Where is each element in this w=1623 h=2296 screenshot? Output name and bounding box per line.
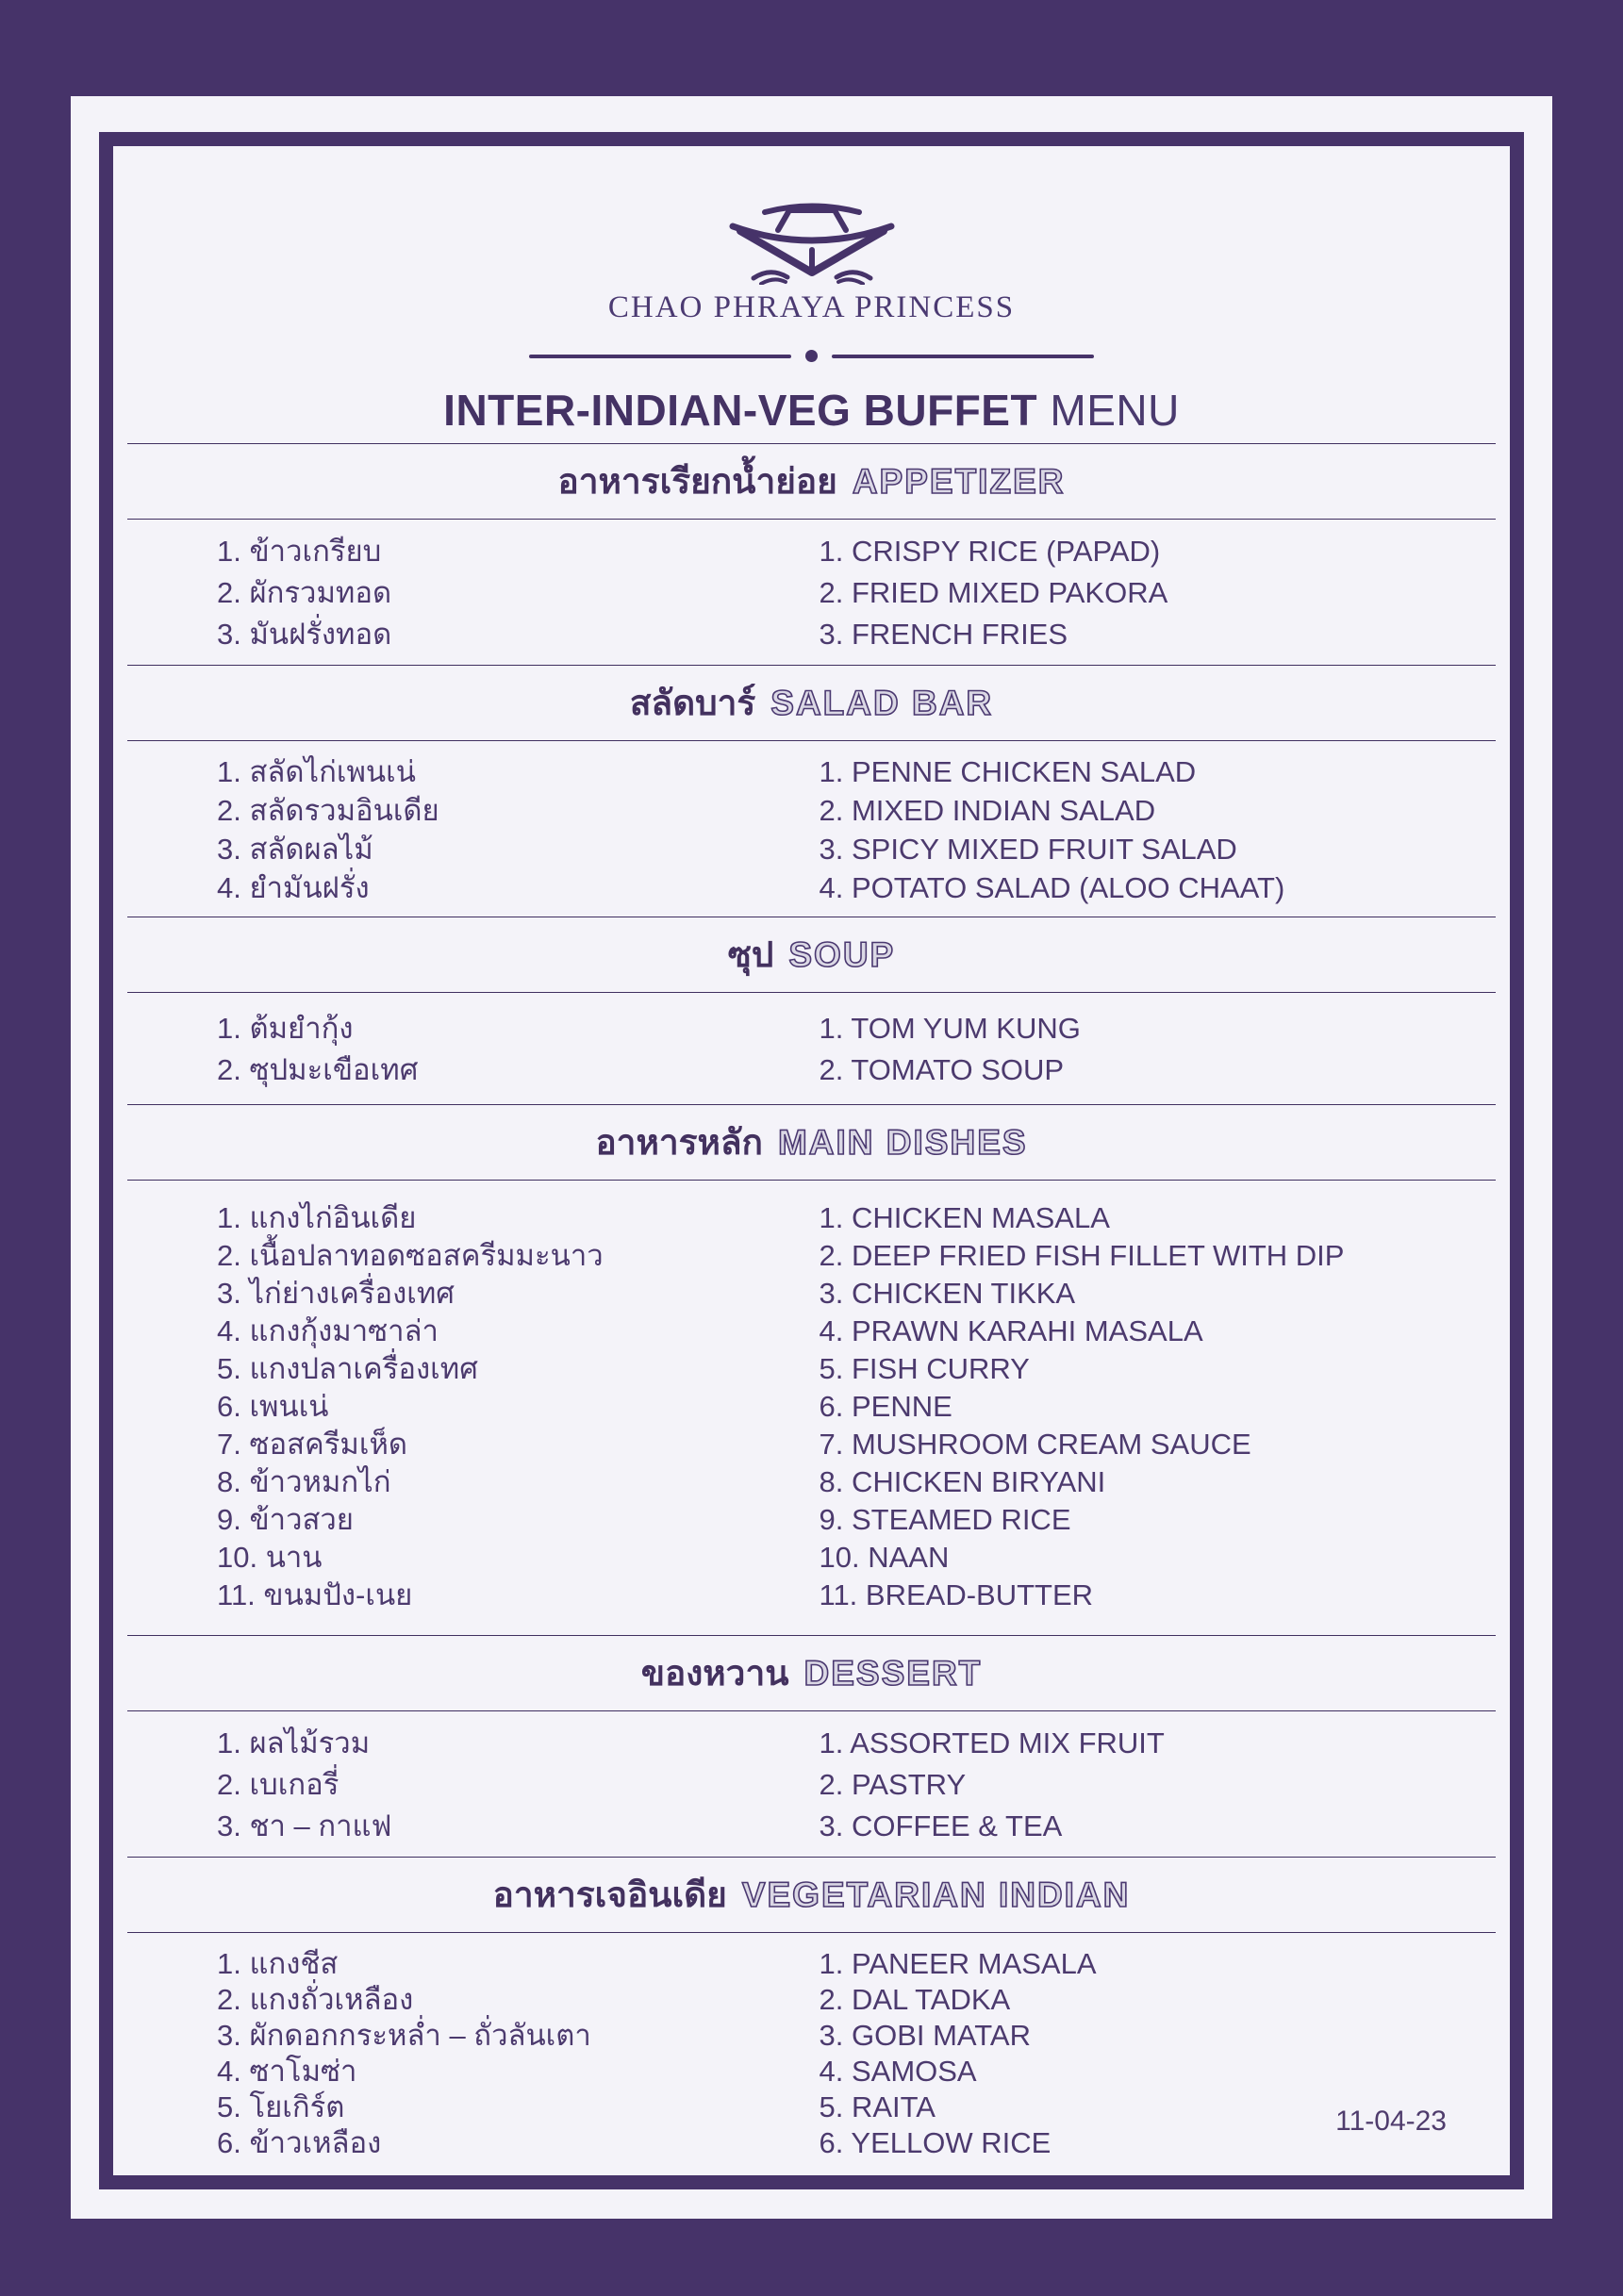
menu-item: 4. ซาโมซ่า <box>217 2055 357 2088</box>
menu-item: 11. BREAD-BUTTER <box>819 1578 1094 1611</box>
menu-item: 6. ข้าวเหลือง <box>217 2126 382 2159</box>
logo-wrap <box>127 198 1496 285</box>
menu-item: 2. ซุปมะเขือเทศ <box>217 1053 419 1086</box>
menu-item: 2. DEEP FRIED FISH FILLET WITH DIP <box>819 1239 1345 1272</box>
menu-item: 1. สลัดไก่เพนเน่ <box>217 755 416 788</box>
items-eng <box>812 1199 1497 1614</box>
menu-item: 3. FRENCH FRIES <box>819 618 1068 651</box>
divider-line-left <box>529 355 791 358</box>
menu-item: 4. ยำมันฝรั่ง <box>217 871 370 904</box>
section-rule <box>127 665 1496 666</box>
menu-item: 3. ไก่ย่างเครื่องเทศ <box>217 1277 455 1310</box>
menu-item: 5. โยเกิร์ต <box>217 2090 345 2123</box>
menu-item: 1. CRISPY RICE (PAPAD) <box>819 535 1161 568</box>
menu-item: 3. ผักดอกกระหล่ำ – ถั่วลันเตา <box>217 2019 591 2052</box>
divider-line-right <box>832 355 1094 358</box>
menu-item: 5. RAITA <box>819 2090 936 2123</box>
menu-item: 3. GOBI MATAR <box>819 2019 1031 2052</box>
section-title-eng: SALAD BAR <box>770 683 994 722</box>
menu-item: 1. PANEER MASALA <box>819 1947 1097 1980</box>
menu-content <box>127 160 1496 2161</box>
menu-item: 1. ข้าวเกรียบ <box>217 535 382 568</box>
page-title-bold: INTER-INDIAN-VEG BUFFET <box>443 386 1038 435</box>
section-header-main-dishes <box>127 1115 1496 1170</box>
section-title-eng: VEGETARIAN INDIAN <box>741 1875 1131 1914</box>
inner-border <box>99 132 1524 2189</box>
section-title-thai: ซุป <box>727 935 774 974</box>
menu-item: 2. เบเกอรี่ <box>217 1768 340 1801</box>
section-title-eng: MAIN DISHES <box>777 1122 1028 1162</box>
section-title-eng: SOUP <box>788 934 896 974</box>
page-title-light: MENU <box>1050 386 1180 435</box>
items-thai <box>127 1199 812 1614</box>
section-rule <box>127 1104 1496 1105</box>
menu-item: 5. แกงปลาเครื่องเทศ <box>217 1352 478 1385</box>
section-header-dessert <box>127 1645 1496 1701</box>
menu-item: 8. CHICKEN BIRYANI <box>819 1465 1106 1498</box>
section-title-eng: DESSERT <box>803 1653 983 1693</box>
section-list-vegetarian-indian <box>127 1933 1496 2161</box>
section-title-eng: APPETIZER <box>852 461 1066 501</box>
menu-item: 10. นาน <box>217 1541 323 1574</box>
menu-item: 6. YELLOW RICE <box>819 2126 1052 2159</box>
menu-item: 2. เนื้อปลาทอดซอสครีมมะนาว <box>217 1239 604 1272</box>
items-eng <box>812 752 1497 907</box>
divider-dot <box>805 350 818 362</box>
boat-icon <box>727 198 897 285</box>
menu-item: 4. POTATO SALAD (ALOO CHAAT) <box>819 871 1285 904</box>
section-title-thai: อาหารเจอินเดีย <box>492 1875 727 1914</box>
menu-item: 4. แกงกุ้งมาซาล่า <box>217 1314 439 1347</box>
items-thai <box>127 1008 812 1091</box>
menu-item: 7. ซอสครีมเห็ด <box>217 1428 408 1461</box>
section-list-main-dishes <box>127 1181 1496 1635</box>
menu-item: 9. ข้าวสวย <box>217 1503 354 1536</box>
menu-item: 1. PENNE CHICKEN SALAD <box>819 755 1197 788</box>
section-title-thai: ของหวาน <box>640 1654 789 1693</box>
menu-item: 3. สลัดผลไม้ <box>217 833 373 866</box>
items-eng <box>812 531 1497 655</box>
menu-item: 4. PRAWN KARAHI MASALA <box>819 1314 1203 1347</box>
section-list-soup <box>127 993 1496 1104</box>
items-thai <box>127 752 812 907</box>
menu-item: 6. PENNE <box>819 1390 952 1423</box>
section-title-thai: อาหารเรียกน้ำย่อย <box>557 462 837 501</box>
menu-item: 1. TOM YUM KUNG <box>819 1012 1081 1045</box>
menu-item: 1. ผลไม้รวม <box>217 1726 371 1759</box>
menu-item: 2. แกงถั่วเหลือง <box>217 1983 414 2016</box>
brand-name: CHAO PHRAYA PRINCESS <box>607 290 1016 324</box>
menu-item: 2. MIXED INDIAN SALAD <box>819 794 1156 827</box>
menu-item: 8. ข้าวหมกไก่ <box>217 1465 391 1498</box>
brand-divider <box>127 350 1496 362</box>
items-eng <box>812 1008 1497 1091</box>
menu-item: 7. MUSHROOM CREAM SAUCE <box>819 1428 1251 1461</box>
menu-item: 5. FISH CURRY <box>819 1352 1030 1385</box>
items-thai <box>127 1946 812 2161</box>
section-title-thai: สลัดบาร์ <box>629 684 756 722</box>
menu-item: 1. แกงชีส <box>217 1947 339 1980</box>
items-eng <box>812 1723 1497 1847</box>
section-title-thai: อาหารหลัก <box>595 1123 763 1162</box>
section-header-vegetarian-indian <box>127 1867 1496 1923</box>
menu-item: 4. SAMOSA <box>819 2055 977 2088</box>
menu-date: 11-04-23 <box>1335 2106 1447 2137</box>
menu-item: 2. ผักรวมทอด <box>217 576 392 609</box>
section-list-dessert <box>127 1711 1496 1857</box>
menu-card <box>71 96 1552 2219</box>
section-rule <box>127 443 1496 444</box>
menu-item: 2. PASTRY <box>819 1768 967 1801</box>
section-header-salad-bar <box>127 675 1496 731</box>
menu-item: 10. NAAN <box>819 1541 950 1574</box>
menu-item: 2. สลัดรวมอินเดีย <box>217 794 439 827</box>
menu-item: 1. CHICKEN MASALA <box>819 1201 1110 1234</box>
menu-item: 3. CHICKEN TIKKA <box>819 1277 1076 1310</box>
page-title <box>127 385 1496 436</box>
menu-item: 1. ASSORTED MIX FRUIT <box>819 1726 1165 1759</box>
menu-item: 6. เพนเน่ <box>217 1390 329 1423</box>
section-header-appetizer <box>127 454 1496 509</box>
menu-item: 1. แกงไก่อินเดีย <box>217 1201 417 1234</box>
section-list-appetizer <box>127 520 1496 665</box>
section-rule <box>127 1857 1496 1858</box>
items-thai <box>127 1723 812 1847</box>
menu-item: 2. FRIED MIXED PAKORA <box>819 576 1168 609</box>
menu-item: 3. มันฝรั่งทอด <box>217 618 392 651</box>
menu-item: 3. COFFEE & TEA <box>819 1809 1063 1842</box>
menu-item: 3. SPICY MIXED FRUIT SALAD <box>819 833 1237 866</box>
section-header-soup <box>127 927 1496 983</box>
menu-item: 2. DAL TADKA <box>819 1983 1011 2016</box>
menu-item: 1. ต้มยำกุ้ง <box>217 1012 354 1045</box>
menu-item: 3. ชา – กาแฟ <box>217 1809 392 1842</box>
section-list-salad-bar <box>127 741 1496 917</box>
menu-item: 9. STEAMED RICE <box>819 1503 1071 1536</box>
menu-item: 2. TOMATO SOUP <box>819 1053 1065 1086</box>
items-thai <box>127 531 812 655</box>
section-rule <box>127 1635 1496 1636</box>
menu-item: 11. ขนมปัง-เนย <box>217 1578 413 1611</box>
